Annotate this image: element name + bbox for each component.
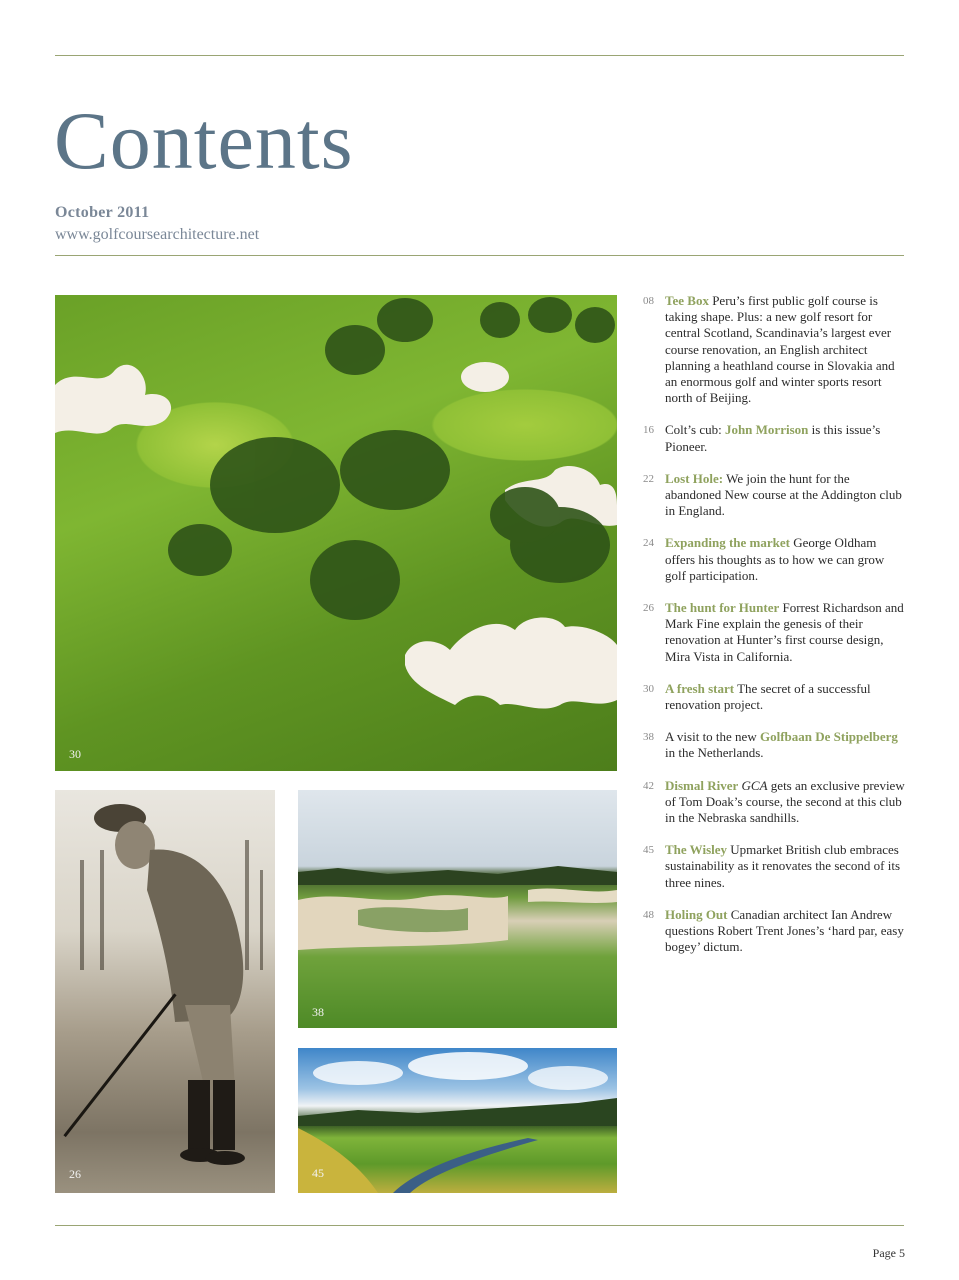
photo-links-course bbox=[298, 790, 617, 1028]
photo-number-38: 38 bbox=[312, 1005, 324, 1019]
toc-entry-38[interactable]: 38 A visit to the new Golfbaan De Stippelberg in the Netherlands. bbox=[643, 729, 898, 761]
fairway-creek-illustration bbox=[298, 1048, 617, 1193]
photo-fairway-creek bbox=[298, 1048, 617, 1193]
toc-entry-26[interactable]: 26 The hunt for Hunter Forrest Richardson and Mark Fine explain the genesis of their renovation at Hunter’s first course design, Mira Vista in California. bbox=[643, 600, 904, 664]
website-link[interactable]: www.golfcoursearchitecture.net bbox=[55, 226, 260, 243]
photo-number-26: 26 bbox=[69, 1167, 81, 1181]
aerial-course-illustration bbox=[55, 295, 617, 771]
photo-number-30: 30 bbox=[69, 747, 81, 761]
photo-number-45: 45 bbox=[312, 1166, 324, 1180]
page-title: Contents bbox=[54, 95, 354, 186]
toc-entry-16[interactable]: 16 Colt’s cub: John Morrison is this issue’s Pioneer. bbox=[643, 422, 881, 454]
photo-aerial-course bbox=[55, 295, 617, 771]
vintage-golfer-illustration bbox=[55, 790, 275, 1193]
toc-entry-45[interactable]: 45 The Wisley Upmarket British club embraces sustainability as it renovates the second of its three nines. bbox=[643, 842, 901, 890]
toc-entry-22[interactable]: 22 Lost Hole: We join the hunt for the abandoned New course at the Addington club in England. bbox=[643, 470, 902, 519]
header-rule bbox=[55, 255, 904, 256]
photo-vintage-golfer bbox=[55, 790, 275, 1193]
toc-entry-30[interactable]: 30 A fresh start The secret of a successful renovation project. bbox=[643, 680, 871, 713]
footer-rule bbox=[55, 1225, 904, 1226]
toc-entry-24[interactable]: 24 Expanding the market George Oldham offers his thoughts as to how we can grow golf participation. bbox=[643, 535, 885, 583]
issue-date: October 2011 bbox=[55, 204, 150, 221]
toc-entry-08[interactable]: 08 Tee Box Peru’s first public golf course is taking shape. Plus: a new golf resort for central Scotland, Scandinavia’s largest ever course renovation, an English architect planning a heathland course in Slovakia and an enormous golf and winter sports resort north of Beijing. bbox=[643, 293, 895, 406]
links-course-illustration bbox=[298, 790, 617, 1028]
page-number: Page 5 bbox=[872, 1246, 905, 1260]
toc-entry-48[interactable]: 48 Holing Out Canadian architect Ian Andrew questions Robert Trent Jones’s ‘hard par, easy bogey’ dictum. bbox=[643, 906, 904, 955]
toc-entry-42[interactable]: 42 Dismal River GCA gets an exclusive preview of Tom Doak’s course, the second at this club in the Nebraska sandhills. bbox=[643, 777, 905, 826]
top-rule bbox=[55, 55, 904, 56]
toc-list bbox=[643, 293, 905, 972]
